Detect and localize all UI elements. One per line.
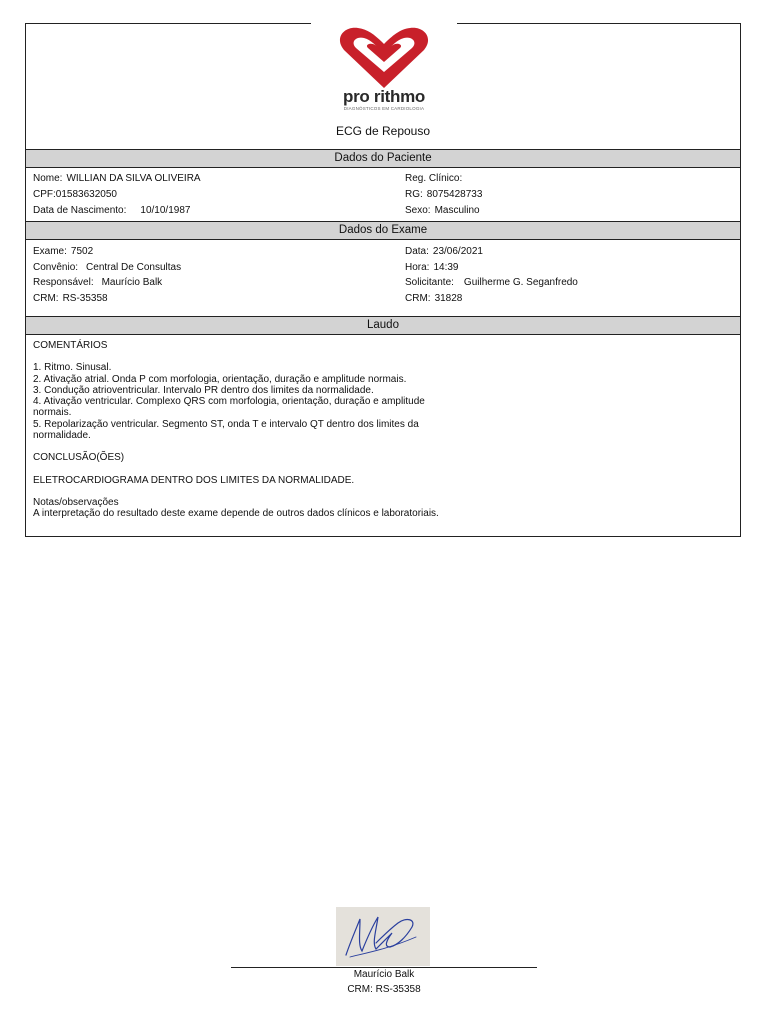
patient-sex-label: Sexo: bbox=[405, 205, 431, 216]
patient-sex-field bbox=[405, 205, 480, 216]
exam-date-value: 23/06/2021 bbox=[432, 246, 483, 257]
conclusion-title: CONCLUSÃO(ÕES) bbox=[33, 452, 125, 464]
patient-cpf-field bbox=[33, 189, 117, 200]
patient-dob-field bbox=[33, 205, 190, 216]
patient-cpf-label: CPF: bbox=[33, 189, 56, 200]
exam-convenio-value: Central De Consultas bbox=[86, 262, 182, 273]
exam-solicitante-label: Solicitante: bbox=[405, 277, 454, 288]
exam-time-field bbox=[405, 262, 458, 273]
exam-date-field bbox=[405, 246, 483, 257]
patient-name-value: WILLIAN DA SILVA OLIVEIRA bbox=[66, 173, 201, 184]
laudo-section-header: Laudo bbox=[26, 316, 740, 335]
exam-number-value: 7502 bbox=[70, 246, 94, 257]
patient-dob-label: Data de Nascimento: bbox=[33, 205, 127, 216]
patient-rg-field bbox=[405, 189, 482, 200]
exam-crm-field bbox=[33, 293, 108, 304]
ecg-report bbox=[25, 23, 741, 537]
exam-number-field bbox=[33, 246, 93, 257]
handwritten-signature-icon bbox=[336, 907, 430, 966]
exam-solicitante-field bbox=[405, 277, 578, 288]
exam-convenio-field bbox=[33, 262, 181, 273]
patient-rg-value: 8075428733 bbox=[426, 189, 483, 200]
document-title: ECG de Repouso bbox=[335, 124, 431, 138]
signer-name: Maurício Balk bbox=[353, 969, 415, 980]
brand-subtitle: DIAGNÓSTICOS EM CARDIOLOGIA bbox=[343, 106, 425, 111]
exam-responsavel-value: Maurício Balk bbox=[101, 277, 163, 288]
exam-number-label: Exame: bbox=[33, 246, 67, 257]
notes-title: Notas/observações bbox=[33, 496, 119, 508]
comment-item: 3. Condução atrioventricular. Intervalo PR dentro dos limites da normalidade. bbox=[33, 384, 374, 396]
exam-convenio-label: Convênio: bbox=[33, 262, 79, 273]
exam-crm-label: CRM: bbox=[33, 293, 59, 304]
patient-reg-label: Reg. Clínico: bbox=[405, 173, 463, 184]
exam-time-label: Hora: bbox=[405, 262, 430, 273]
exam-responsavel-label: Responsável: bbox=[33, 277, 94, 288]
patient-section-header: Dados do Paciente bbox=[26, 149, 740, 168]
exam-responsavel-field bbox=[33, 277, 162, 288]
signature-line bbox=[231, 967, 537, 968]
exam-crm2-label: CRM: bbox=[405, 293, 431, 304]
exam-section-header: Dados do Exame bbox=[26, 221, 740, 240]
comments-title: COMENTÁRIOS bbox=[33, 340, 108, 351]
patient-rg-label: RG: bbox=[405, 189, 423, 200]
notes-text: A interpretação do resultado deste exame depende de outros dados clínicos e laboratoriais. bbox=[33, 508, 439, 520]
exam-time-value: 14:39 bbox=[433, 262, 459, 273]
patient-name-field bbox=[33, 173, 201, 184]
comment-item: 4. Ativação ventricular. Complexo QRS com morfologia, orientação, duração e amplitude normais. bbox=[33, 396, 425, 419]
heart-logo-icon bbox=[338, 26, 430, 90]
comment-item: 1. Ritmo. Sinusal. bbox=[33, 362, 112, 374]
brand-name: pro rithmo bbox=[343, 87, 425, 106]
patient-cpf-value: 01583632050 bbox=[55, 189, 117, 200]
signer-crm: CRM: RS-35358 bbox=[347, 984, 421, 995]
pro-rithmo-logo bbox=[326, 26, 442, 122]
exam-crm-value: RS-35358 bbox=[62, 293, 108, 304]
comment-item: 2. Ativação atrial. Onda P com morfologia, orientação, duração e amplitude normais. bbox=[33, 373, 407, 385]
patient-reg-field bbox=[405, 173, 466, 184]
exam-solicitante-value: Guilherme G. Seganfredo bbox=[463, 277, 578, 288]
comment-item: 5. Repolarização ventricular. Segmento ST, onda T e intervalo QT dentro dos limites da normalidade. bbox=[33, 418, 419, 442]
patient-sex-value: Masculino bbox=[434, 205, 480, 216]
signature-image bbox=[336, 907, 430, 966]
laudo-body bbox=[33, 340, 453, 520]
exam-crm2-field bbox=[405, 293, 462, 304]
exam-date-label: Data: bbox=[405, 246, 429, 257]
patient-name-label: Nome: bbox=[33, 173, 63, 184]
patient-dob-value: 10/10/1987 bbox=[140, 205, 191, 216]
exam-crm2-value: 31828 bbox=[434, 293, 463, 304]
conclusion-text: ELETROCARDIOGRAMA DENTRO DOS LIMITES DA NORMALIDADE. bbox=[33, 474, 355, 486]
